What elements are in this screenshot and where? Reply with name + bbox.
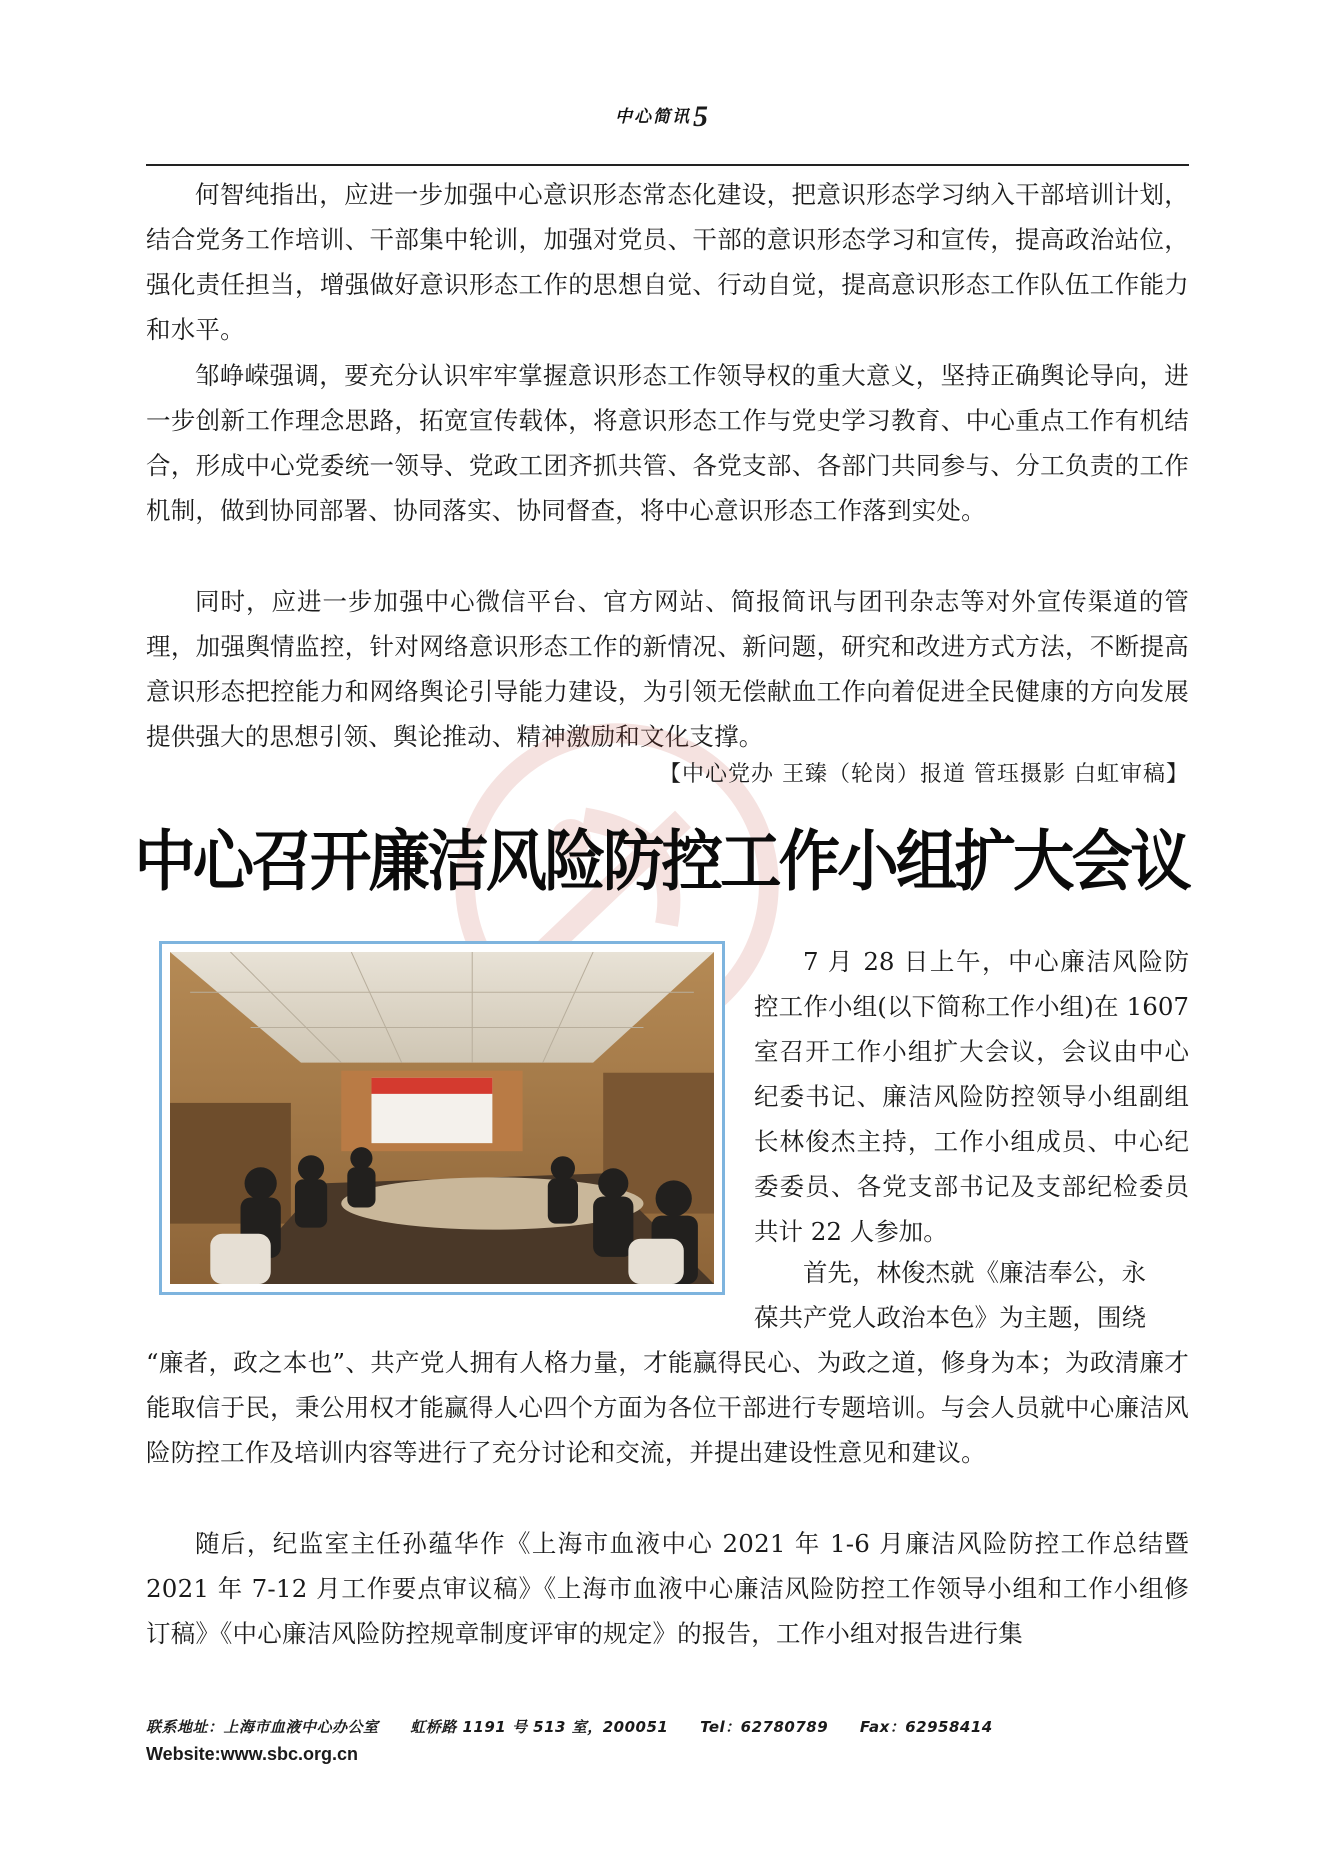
report-paragraph: 随后，纪监室主任孙蕴华作《上海市血液中心 2021 年 1-6 月廉洁风险防控工作总结暨 2021 年 7-12 月工作要点审议稿》《上海市血液中心廉洁风险防控工作领导小组和工作小组修订稿》《中心廉洁风险防控规章制度评审的规定》的报告，工作小组对报告进行集 [146,1529,1189,1648]
footer-tel: Tel：62780789 [700,1718,829,1736]
footer-website: Website:www.sbc.org.cn [146,1744,359,1764]
training-paragraph-head: 首先，林俊杰就《廉洁奉公，永 葆共产党人政治本色》为主题，围绕 [754,1258,1146,1332]
article-headline: 中心召开廉洁风险防控工作小组扩大会议 [134,823,1189,900]
paragraph-he-zhichun: 何智纯指出，应进一步加强中心意识形态常态化建设，把意识形态学习纳入干部培训计划，结合党务工作培训、干部集中轮训，加强对党员、干部的意识形态学习和宣传，提高政治站位，强化责任担当，增强做好意识形态工作的思想自觉、行动自觉，提高意识形态工作队伍工作能力和水平。 [146,180,1189,344]
footer-street: 虹桥路 1191 号 513 室，200051 [410,1718,669,1736]
footer-fax: Fax：62958414 [859,1718,993,1736]
footer-address: 联系地址：上海市血液中心办公室 [146,1718,379,1736]
page-number: 5 [693,100,708,133]
page-header [0,100,1323,134]
meeting-intro-paragraph: 7 月 28 日上午，中心廉洁风险防控工作小组(以下简称工作小组)在 1607 室召开工作小组扩大会议，会议由中心纪委书记、廉洁风险防控领导小组副组长林俊杰主持，工作小组成员、中心纪委委员、各党支部书记及支部纪检委员共计 22 人参加。 [754,947,1189,1246]
header-divider [146,164,1189,166]
meeting-photo [159,941,725,1295]
newsletter-title: 中心简讯 [615,107,691,127]
article-byline: 【中心党办 王臻（轮岗）报道 管珏摄影 白虹审稿】 [659,762,1189,787]
meeting-room-image [170,952,714,1284]
training-paragraph-tail: “廉者，政之本也”、共产党人拥有人格力量，才能赢得民心、为政之道，修身为本；为政清廉才能取信于民，秉公用权才能赢得人心四个方面为各位干部进行专题培训。与会人员就中心廉洁风险防控工作及培训内容等进行了充分讨论和交流，并提出建设性意见和建议。 [146,1348,1189,1467]
paragraph-zou-zhengrong: 邹峥嵘强调，要充分认识牢牢掌握意识形态工作领导权的重大意义，坚持正确舆论导向，进一步创新工作理念思路，拓宽宣传载体，将意识形态工作与党史学习教育、中心重点工作有机结合，形成中心党委统一领导、党政工团齐抓共管、各党支部、各部门共同参与、分工负责的工作机制，做到协同部署、协同落实、协同督查，将中心意识形态工作落到实处。 [146,361,1189,525]
footer-contact [146,1716,1019,1737]
paragraph-propaganda-channels: 同时，应进一步加强中心微信平台、官方网站、简报简讯与团刊杂志等对外宣传渠道的管理，加强舆情监控，针对网络意识形态工作的新情况、新问题，研究和改进方式方法，不断提高意识形态把控能力和网络舆论引导能力建设，为引领无偿献血工作向着促进全民健康的方向发展提供强大的思想引领、舆论推动、精神激励和文化支撑。 [146,587,1189,751]
